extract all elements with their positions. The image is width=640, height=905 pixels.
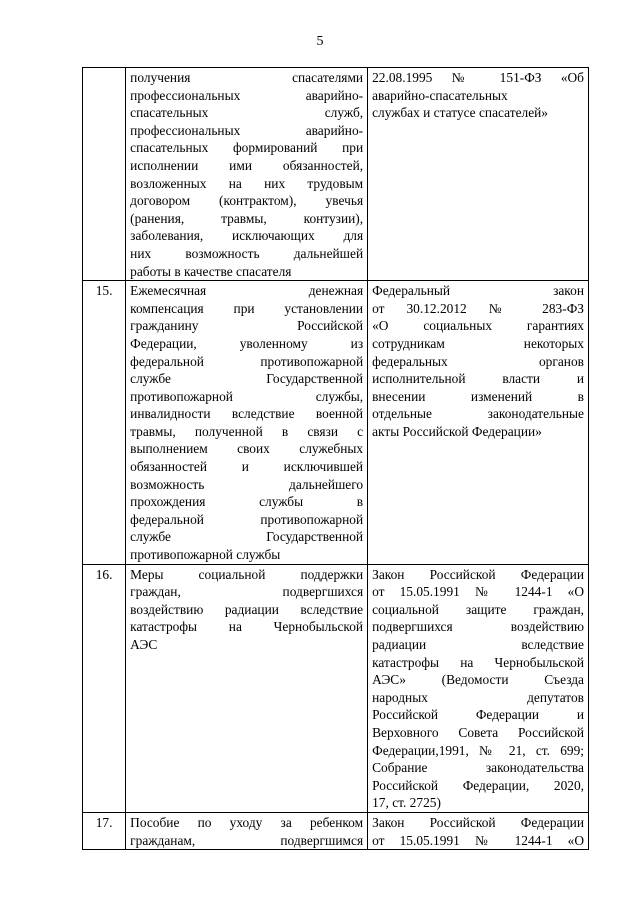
text-line: них возможность дальнейшей — [130, 245, 364, 261]
text-line: гражданам, подвергшимся — [130, 832, 364, 848]
text-line: радиации вследствие — [372, 637, 584, 652]
benefits-table — [82, 67, 589, 850]
table-row — [83, 564, 589, 812]
text-line: работы в качестве спасателя — [130, 263, 292, 279]
text-line: гражданину Российской — [130, 318, 364, 334]
text-line: службе Государственной — [130, 371, 364, 387]
text-line: от 15.05.1991 № 1244-1 «О — [372, 584, 584, 600]
text-line: акты Российской Федерации» — [372, 423, 542, 439]
text-line: народных депутатов — [372, 689, 584, 705]
text-line: службах и статусе спасателей» — [372, 105, 549, 121]
text-line: противопожарной службы, — [130, 388, 364, 404]
text-line: Ежемесячная денежная — [130, 283, 364, 299]
text-line: Федерации, уволенному из — [130, 335, 364, 351]
row-number: 15. — [83, 281, 126, 565]
text-line: сотрудникам некоторых — [372, 335, 584, 351]
text-line: федеральной противопожарной — [130, 511, 364, 527]
text-line: подвергшихся воздействию — [372, 619, 584, 635]
text-line: воздействию радиации вследствие — [130, 601, 364, 617]
text-line: профессиональных аварийно- — [130, 122, 364, 138]
text-line: «О социальных гарантиях — [372, 318, 584, 334]
text-line: Меры социальной поддержки — [130, 566, 364, 582]
text-line: социальной защите граждан, — [372, 601, 584, 617]
text-line: компенсация при установлении — [130, 300, 364, 316]
text-line: исполнительной власти и — [372, 371, 584, 387]
text-line: прохождения службы в — [130, 494, 364, 510]
text-line: Собрание законодательства — [372, 760, 584, 776]
law-cell — [368, 68, 589, 281]
text-line: 22.08.1995 № 151-ФЗ «Об — [372, 70, 584, 85]
text-line: заболевания, исключающих для — [130, 228, 364, 244]
law-cell — [368, 812, 589, 849]
law-cell — [368, 281, 589, 565]
text-line: 17, ст. 2725) — [372, 795, 441, 811]
row-number: 17. — [83, 812, 126, 849]
text-line: спасательных формирований при — [130, 140, 364, 156]
text-line: Российской Федерации, 2020, — [372, 777, 584, 793]
text-line: Федеральный закон — [372, 283, 584, 299]
text-line: службе Государственной — [130, 529, 364, 545]
benefit-cell — [126, 68, 368, 281]
text-line: от 30.12.2012 № 283-ФЗ — [372, 300, 584, 316]
benefit-cell — [126, 281, 368, 565]
text-line: обязанностей и исключившей — [130, 459, 364, 475]
text-line: инвалидности вследствие военной — [130, 406, 364, 422]
text-line: федеральной противопожарной — [130, 353, 364, 369]
text-line: спасательных служб, — [130, 105, 364, 121]
page-number: 5 — [316, 34, 324, 49]
table-row — [83, 812, 589, 849]
text-line: катастрофы на Чернобыльской — [372, 654, 584, 670]
text-line: Российской Федерации и — [372, 707, 584, 723]
text-line: возложенных на них трудовым — [130, 175, 364, 191]
text-line: (ранения, травмы, контузии), — [130, 210, 364, 226]
text-line: профессиональных аварийно- — [130, 87, 364, 103]
text-line: получения спасателями — [130, 70, 364, 85]
row-number: 16. — [83, 564, 126, 812]
text-line: возможность дальнейшего — [130, 476, 364, 492]
law-cell — [368, 564, 589, 812]
text-line: Пособие по уходу за ребенком — [130, 814, 364, 830]
row-number — [83, 68, 126, 281]
text-line: от 15.05.1991 № 1244-1 «О — [372, 832, 584, 848]
text-line: Федерации,1991, № 21, ст. 699; — [372, 742, 584, 758]
table-row — [83, 68, 589, 281]
text-line: Закон Российской Федерации — [372, 566, 584, 582]
text-line: исполнении ими обязанностей, — [130, 157, 364, 173]
text-line: противопожарной службы — [130, 547, 281, 563]
text-line: травмы, полученной в связи с — [130, 423, 364, 439]
benefit-cell — [126, 812, 368, 849]
text-line: отдельные законодательные — [372, 406, 584, 422]
benefit-cell — [126, 564, 368, 812]
text-line: выполнением своих служебных — [130, 441, 364, 457]
text-line: граждан, подвергшихся — [130, 584, 364, 600]
text-line: аварийно-спасательных — [372, 87, 508, 103]
text-line: Закон Российской Федерации — [372, 814, 584, 830]
text-line: Верховного Совета Российской — [372, 724, 584, 740]
text-line: катастрофы на Чернобыльской — [130, 619, 364, 635]
text-line: федеральных органов — [372, 353, 584, 369]
text-line: АЭС — [130, 637, 158, 652]
text-line: АЭС» (Ведомости Съезда — [372, 672, 584, 688]
text-line: договором (контрактом), увечья — [130, 193, 364, 209]
text-line: внесении изменений в — [372, 388, 584, 404]
table-row — [83, 281, 589, 565]
